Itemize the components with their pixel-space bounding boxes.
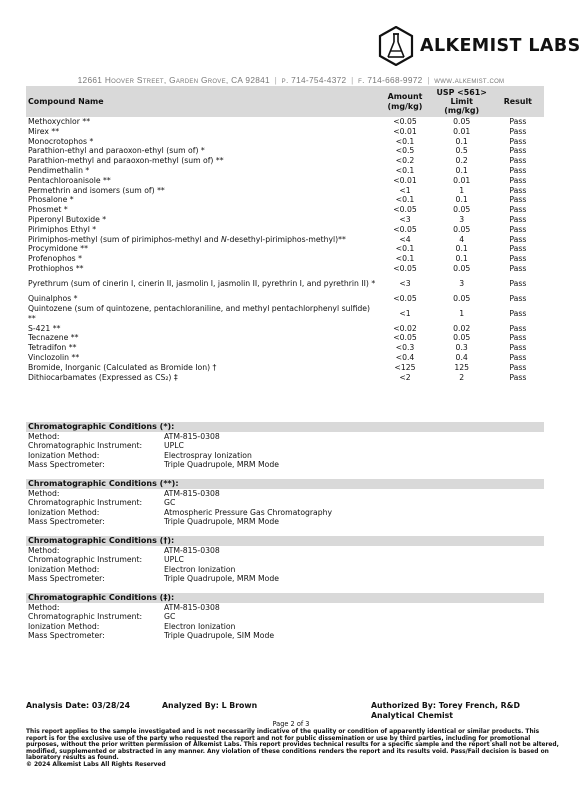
result-value: Pass bbox=[509, 175, 527, 185]
table-row bbox=[26, 324, 544, 334]
result-value: Pass bbox=[509, 308, 527, 318]
limit-value: 0.5 bbox=[455, 146, 468, 156]
limit-value: 0.01 bbox=[453, 126, 471, 136]
amount-value: <0.05 bbox=[393, 333, 417, 343]
limit-value: 0.05 bbox=[453, 263, 471, 273]
conditions-value: ATM-815-0308 bbox=[164, 489, 220, 498]
compound-name: Quintozene (sum of quintozene, pentachloraniline, and methyl pentachlorphenyl sulfide) ** bbox=[28, 304, 371, 323]
result-value: Pass bbox=[509, 278, 527, 288]
compound-name: Monocrotophos * bbox=[28, 136, 94, 146]
amount-value: <0.1 bbox=[395, 136, 415, 146]
table-row bbox=[26, 353, 544, 363]
amount-value: <3 bbox=[399, 278, 411, 288]
compound-name: Mirex ** bbox=[28, 126, 60, 136]
table-row bbox=[26, 363, 544, 373]
table-row bbox=[26, 195, 544, 205]
table-row bbox=[26, 205, 544, 215]
compound-name: Piperonyl Butoxide * bbox=[28, 214, 107, 224]
fax-number: f. 714-668-9972 bbox=[358, 75, 423, 85]
conditions-label: Chromatographic Instrument: bbox=[28, 612, 143, 622]
limit-value: 125 bbox=[454, 362, 470, 372]
conditions-value: Electrospray Ionization bbox=[164, 450, 252, 460]
table-row bbox=[26, 244, 544, 254]
conditions-label: Chromatographic Instrument: bbox=[28, 441, 143, 451]
conditions-row bbox=[26, 441, 544, 450]
amount-value: <0.4 bbox=[395, 352, 415, 362]
limit-value: 0.05 bbox=[453, 205, 471, 215]
conditions-label: Chromatographic Instrument: bbox=[28, 498, 143, 508]
table-row bbox=[26, 215, 544, 225]
conditions-value: Triple Quadrupole, MRM Mode bbox=[164, 517, 279, 527]
italic-n: N bbox=[220, 234, 227, 244]
brand-name: ALKEMIST LABS bbox=[420, 36, 581, 56]
compound-name: Parathion-ethyl and paraoxon-ethyl (sum of) * bbox=[28, 146, 205, 156]
amount-value: <1 bbox=[399, 185, 411, 195]
conditions-label: Method: bbox=[28, 489, 60, 498]
compound-name: Quinalphos * bbox=[28, 293, 78, 303]
conditions-row bbox=[26, 612, 544, 621]
table-row bbox=[26, 137, 544, 147]
conditions-label: Mass Spectrometer: bbox=[28, 574, 105, 584]
table-row bbox=[26, 225, 544, 235]
conditions-value: UPLC bbox=[164, 555, 184, 565]
limit-value: 0.05 bbox=[453, 117, 471, 126]
limit-value: 2 bbox=[459, 372, 465, 382]
conditions-value: ATM-815-0308 bbox=[164, 603, 220, 612]
conditions-label: Method: bbox=[28, 432, 60, 441]
page-number: Page 2 of 3 bbox=[272, 720, 310, 728]
result-value: Pass bbox=[509, 244, 527, 254]
result-value: Pass bbox=[509, 254, 527, 264]
col-header-amount bbox=[378, 86, 431, 117]
table-row bbox=[26, 274, 544, 294]
amount-value: <0.1 bbox=[395, 195, 415, 205]
amount-value: <0.05 bbox=[393, 293, 417, 303]
conditions-row bbox=[26, 555, 544, 564]
conditions-value: UPLC bbox=[164, 441, 184, 451]
compound-name: Bromide, Inorganic (Calculated as Bromide Ion) † bbox=[28, 362, 217, 372]
company-logo bbox=[378, 26, 581, 66]
amount-value: <0.5 bbox=[395, 146, 415, 156]
result-value: Pass bbox=[509, 234, 527, 244]
analysis-date: Analysis Date: 03/28/24 bbox=[26, 701, 131, 710]
limit-value: 0.1 bbox=[455, 244, 468, 254]
amount-value: <4 bbox=[399, 234, 411, 244]
limit-value: 1 bbox=[459, 308, 465, 318]
limit-value: 0.1 bbox=[455, 136, 468, 146]
results-table-body bbox=[26, 117, 544, 382]
conditions-value: Triple Quadrupole, MRM Mode bbox=[164, 460, 279, 470]
conditions-value: Electron Ionization bbox=[164, 564, 236, 574]
limit-value: 0.05 bbox=[453, 293, 471, 303]
table-row bbox=[26, 294, 544, 304]
conditions-label: Ionization Method: bbox=[28, 507, 100, 517]
conditions-row bbox=[26, 622, 544, 631]
compound-name: Tetradifon ** bbox=[28, 343, 77, 353]
conditions-title: Chromatographic Conditions (‡): bbox=[26, 593, 544, 603]
copyright: © 2024 Alkemist Labs All Rights Reserved bbox=[26, 761, 166, 768]
amount-value: <125 bbox=[394, 362, 416, 372]
table-row bbox=[26, 333, 544, 343]
compound-name: Parathion-methyl and paraoxon-methyl (sum of) ** bbox=[28, 156, 224, 166]
compound-name: Phosmet * bbox=[28, 205, 68, 215]
separator: | bbox=[351, 75, 354, 85]
conditions-row bbox=[26, 460, 544, 469]
compound-name: Prothiophos ** bbox=[28, 263, 84, 273]
limit-value: 0.2 bbox=[455, 156, 468, 166]
conditions-row bbox=[26, 451, 544, 460]
compound-name: Dithiocarbamates (Expressed as CS₂) ‡ bbox=[28, 372, 178, 382]
compound-name: Profenophos * bbox=[28, 254, 82, 264]
amount-value: <0.1 bbox=[395, 165, 415, 175]
conditions-row bbox=[26, 489, 544, 498]
table-row bbox=[26, 186, 544, 196]
conditions-label: Ionization Method: bbox=[28, 564, 100, 574]
conditions-block bbox=[26, 536, 544, 584]
amount-value: <0.3 bbox=[395, 343, 415, 353]
conditions-title: Chromatographic Conditions (†): bbox=[26, 536, 544, 546]
result-value: Pass bbox=[509, 352, 527, 362]
analyzed-by: Analyzed By: L Brown bbox=[162, 701, 258, 710]
conditions-label: Mass Spectrometer: bbox=[28, 460, 105, 470]
result-value: Pass bbox=[509, 136, 527, 146]
compound-name: Pirimiphos-methyl (sum of pirimiphos-methyl and N-desethyl-pirimiphos-methyl)** bbox=[28, 234, 346, 244]
table-row bbox=[26, 373, 544, 383]
conditions-row bbox=[26, 508, 544, 517]
amount-value: <0.02 bbox=[393, 323, 417, 333]
conditions-value: Atmospheric Pressure Gas Chromatography bbox=[164, 507, 333, 517]
conditions-value: Triple Quadrupole, SIM Mode bbox=[164, 631, 275, 641]
disclaimer bbox=[26, 729, 560, 769]
table-row bbox=[26, 127, 544, 137]
result-value: Pass bbox=[509, 343, 527, 353]
table-row bbox=[26, 146, 544, 156]
amount-value: <0.1 bbox=[395, 244, 415, 254]
limit-value: 0.02 bbox=[453, 323, 471, 333]
conditions-row bbox=[26, 432, 544, 441]
amount-value: <0.2 bbox=[395, 156, 415, 166]
limit-value: 0.1 bbox=[455, 195, 468, 205]
result-value: Pass bbox=[509, 185, 527, 195]
conditions-title: Chromatographic Conditions (*): bbox=[26, 422, 544, 432]
table-row bbox=[26, 235, 544, 245]
conditions-value: ATM-815-0308 bbox=[164, 432, 220, 441]
compound-name: S-421 ** bbox=[28, 323, 61, 333]
limit-value: 0.3 bbox=[455, 343, 468, 353]
result-value: Pass bbox=[509, 293, 527, 303]
col-header-result: Result bbox=[492, 86, 544, 117]
result-value: Pass bbox=[509, 323, 527, 333]
compound-name: Methoxychlor ** bbox=[28, 117, 91, 126]
authorized-by: Authorized By: Torey French, R&D bbox=[371, 701, 520, 710]
street-address: 12661 Hoover Street, Garden Grove, CA 92841 bbox=[77, 75, 270, 85]
amount-value: <0.05 bbox=[393, 224, 417, 234]
limit-value: 3 bbox=[459, 214, 465, 224]
result-value: Pass bbox=[509, 195, 527, 205]
result-value: Pass bbox=[509, 156, 527, 166]
conditions-label: Ionization Method: bbox=[28, 621, 100, 631]
table-row bbox=[26, 156, 544, 166]
amount-value: <0.01 bbox=[393, 126, 417, 136]
limit-value: 0.1 bbox=[455, 254, 468, 264]
col-header-limit bbox=[432, 86, 492, 117]
disclaimer-text: This report applies to the sample investigated and is not necessarily indicative of the quality or condition of apparently identical or similar products. This report is for the exclusive use of the party who requested the report and not for public dissemination or use by third parties, including for promotional purposes, without the prior written permission of Alkemist Labs. This report provides technical results for a specific sample and the report shall not be altered, modified, supplemented or abstracted in any manner. Any violation of these conditions renders the report and its results void. Pass/Fail decision is based on laboratory results as found. bbox=[26, 729, 559, 762]
conditions-row bbox=[26, 546, 544, 555]
conditions-block bbox=[26, 422, 544, 470]
website-link[interactable]: www.alkemist.com bbox=[434, 75, 505, 85]
result-value: Pass bbox=[509, 362, 527, 372]
company-address-line bbox=[0, 75, 582, 85]
result-value: Pass bbox=[509, 372, 527, 382]
conditions-row bbox=[26, 574, 544, 583]
compound-name: Phosalone * bbox=[28, 195, 74, 205]
conditions-row bbox=[26, 498, 544, 507]
table-row bbox=[26, 264, 544, 274]
result-value: Pass bbox=[509, 224, 527, 234]
result-value: Pass bbox=[509, 263, 527, 273]
conditions-row bbox=[26, 517, 544, 526]
table-row bbox=[26, 117, 544, 127]
limit-value: 1 bbox=[459, 185, 465, 195]
conditions-label: Method: bbox=[28, 603, 60, 612]
conditions-value: Triple Quadrupole, MRM Mode bbox=[164, 574, 279, 584]
compound-name: Tecnazene ** bbox=[28, 333, 79, 343]
result-value: Pass bbox=[509, 165, 527, 175]
amount-value: <0.05 bbox=[393, 117, 417, 126]
compound-name: Pentachloroanisole ** bbox=[28, 175, 111, 185]
conditions-label: Method: bbox=[28, 546, 60, 555]
limit-value: 3 bbox=[459, 278, 465, 288]
conditions-label: Mass Spectrometer: bbox=[28, 517, 105, 527]
table-row bbox=[26, 166, 544, 176]
conditions-label: Mass Spectrometer: bbox=[28, 631, 105, 641]
result-value: Pass bbox=[509, 117, 527, 126]
alkemist-flask-icon bbox=[378, 26, 414, 66]
limit-value: 0.05 bbox=[453, 333, 471, 343]
compound-name: Permethrin and isomers (sum of) ** bbox=[28, 185, 165, 195]
amount-value: <2 bbox=[399, 372, 411, 382]
amount-value: <0.05 bbox=[393, 205, 417, 215]
conditions-row bbox=[26, 631, 544, 640]
conditions-row bbox=[26, 603, 544, 612]
conditions-value: Electron Ionization bbox=[164, 621, 236, 631]
separator: | bbox=[427, 75, 430, 85]
conditions-value: GC bbox=[164, 612, 176, 622]
authorized-title: Analytical Chemist bbox=[371, 711, 453, 720]
col-header-amount-text: Amount (mg/kg) bbox=[387, 92, 423, 111]
conditions-value: ATM-815-0308 bbox=[164, 546, 220, 555]
limit-value: 4 bbox=[459, 234, 465, 244]
conditions-label: Chromatographic Instrument: bbox=[28, 555, 143, 565]
amount-value: <1 bbox=[399, 308, 411, 318]
table-row bbox=[26, 304, 544, 324]
amount-value: <3 bbox=[399, 214, 411, 224]
col-header-compound: Compound Name bbox=[26, 86, 378, 117]
limit-value: 0.05 bbox=[453, 224, 471, 234]
compound-name: Procymidone ** bbox=[28, 244, 88, 254]
conditions-block bbox=[26, 479, 544, 527]
conditions-title: Chromatographic Conditions (**): bbox=[26, 479, 544, 489]
result-value: Pass bbox=[509, 126, 527, 136]
result-value: Pass bbox=[509, 333, 527, 343]
separator: | bbox=[274, 75, 278, 85]
result-value: Pass bbox=[509, 205, 527, 215]
limit-value: 0.1 bbox=[455, 165, 468, 175]
amount-value: <0.01 bbox=[393, 175, 417, 185]
compound-name: Vinclozolin ** bbox=[28, 352, 80, 362]
conditions-value: GC bbox=[164, 498, 176, 508]
phone-number: p. 714-754-4372 bbox=[281, 75, 347, 85]
result-value: Pass bbox=[509, 214, 527, 224]
compound-name: Pirimiphos Ethyl * bbox=[28, 224, 97, 234]
results-table bbox=[26, 86, 544, 382]
conditions-row bbox=[26, 565, 544, 574]
compound-name: Pendimethalin * bbox=[28, 165, 90, 175]
limit-value: 0.4 bbox=[455, 352, 468, 362]
col-header-limit-text: USP <561> Limit (mg/kg) bbox=[436, 87, 487, 116]
result-value: Pass bbox=[509, 146, 527, 156]
conditions-block bbox=[26, 593, 544, 641]
limit-value: 0.01 bbox=[453, 175, 471, 185]
amount-value: <0.1 bbox=[395, 254, 415, 264]
table-row bbox=[26, 343, 544, 353]
table-header-row bbox=[26, 86, 544, 117]
table-row bbox=[26, 176, 544, 186]
conditions-label: Ionization Method: bbox=[28, 450, 100, 460]
amount-value: <0.05 bbox=[393, 263, 417, 273]
table-row bbox=[26, 254, 544, 264]
compound-name: Pyrethrum (sum of cinerin I, cinerin II, jasmolin I, jasmolin II, pyrethrin I, and pyrethrin II) * bbox=[28, 279, 376, 289]
